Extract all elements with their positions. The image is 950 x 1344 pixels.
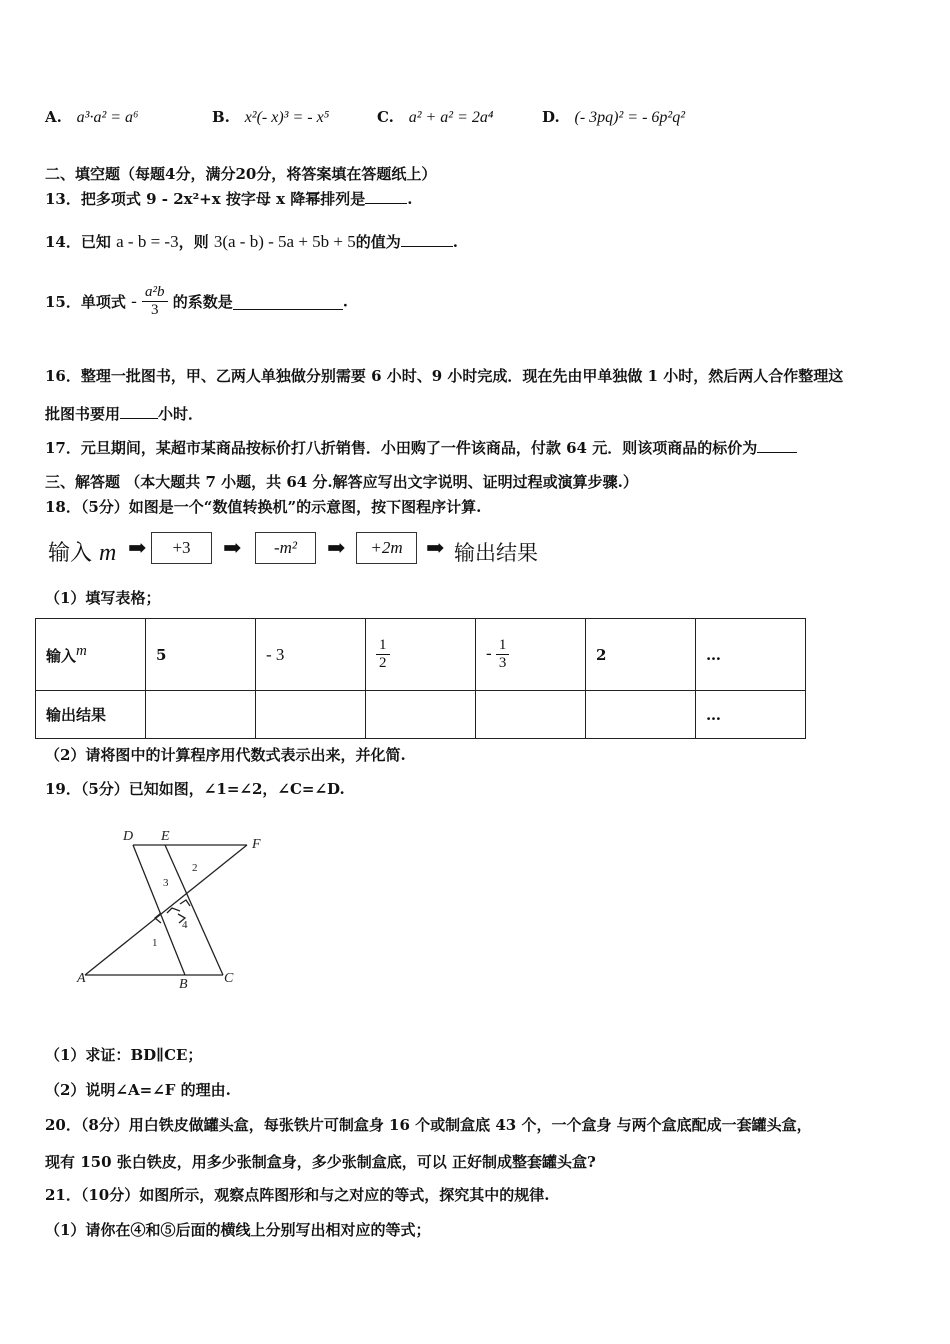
question-16-line2 xyxy=(45,403,203,424)
table-cell-label: 输出结果 xyxy=(36,691,146,739)
question-16-line1: 16．整理一批图书，甲、乙两人单独做分别需要 6 小时、9 小时完成．现在先由甲单独做 1 小时，然后两人合作整理这 xyxy=(45,367,844,385)
table-cell: … xyxy=(696,691,806,739)
q17-text: 17．元旦期间，某超市某商品按标价打八折销售．小田购了一件该商品，付款 64 元．则该项商品的标价为 xyxy=(45,439,758,457)
input-value-neg-third xyxy=(496,637,510,672)
half-denominator: 2 xyxy=(379,655,387,671)
arrow-right-icon: ➡ xyxy=(128,536,147,561)
table-cell-answer[interactable] xyxy=(586,691,696,739)
flow-box-add3: +3 xyxy=(151,532,212,564)
angle-label-1: 1 xyxy=(152,937,158,949)
label-A: A xyxy=(77,971,86,986)
q15-numerator: a²b xyxy=(142,284,168,302)
third-denominator: 3 xyxy=(498,655,507,671)
question-13 xyxy=(45,188,413,209)
q19-part1: （1）求证：BD∥CE； xyxy=(45,1046,203,1064)
option-c-label: C. xyxy=(377,108,394,126)
q13-blank[interactable] xyxy=(365,188,407,204)
input-value-5: 5 xyxy=(156,645,167,664)
table-cell-answer[interactable] xyxy=(256,691,366,739)
q21-part1: （1）请你在④和⑤后面的横线上分别写出相对应的等式； xyxy=(45,1221,431,1239)
q14-tail: . xyxy=(452,233,458,251)
flow-input-label: 输入 xyxy=(48,541,99,566)
table-row xyxy=(36,691,806,739)
arrow-right-icon: ➡ xyxy=(223,536,242,561)
q14-blank[interactable] xyxy=(401,231,453,247)
q15-prefix: 15．单项式 xyxy=(45,293,126,311)
table-cell-answer[interactable] xyxy=(146,691,256,739)
label-E: E xyxy=(161,829,170,844)
q15-fraction xyxy=(142,284,168,319)
table-cell xyxy=(696,619,806,691)
table-row xyxy=(36,619,806,691)
flow-input xyxy=(48,536,116,567)
question-14 xyxy=(45,231,458,252)
flow-box-plus-2m: +2m xyxy=(356,532,417,564)
input-ellipsis: … xyxy=(706,645,721,664)
option-b-label: B. xyxy=(212,108,230,126)
arrow-right-icon: ➡ xyxy=(327,536,346,561)
option-a xyxy=(45,108,139,127)
q14-prefix: 14．已知 xyxy=(45,233,111,251)
angle-mark xyxy=(180,900,190,906)
q14-suffix: 的值为 xyxy=(355,233,401,251)
half-numerator: 1 xyxy=(376,637,390,655)
q15-suffix: 的系数是 xyxy=(172,293,233,311)
question-21: 21．（10分）如图所示，观察点阵图形和与之对应的等式，探究其中的规律. xyxy=(45,1186,550,1204)
table-cell-label xyxy=(36,619,146,691)
flow-output: 输出结果 xyxy=(454,541,538,565)
q15-denominator: 3 xyxy=(151,302,159,318)
q13-text: 13．把多项式 9 - 2x²+x 按字母 x 降幂排列是 xyxy=(45,190,366,208)
option-a-expr: a³·a² = a⁶ xyxy=(76,109,139,126)
table-cell xyxy=(476,619,586,691)
q13-tail: . xyxy=(407,190,413,208)
row1-var: m xyxy=(76,643,87,659)
option-c-expr: a² + a² = 2a⁴ xyxy=(408,109,494,126)
table-cell-answer[interactable] xyxy=(366,691,476,739)
q15-blank[interactable] xyxy=(233,294,343,310)
option-b xyxy=(212,108,329,127)
option-a-label: A. xyxy=(45,108,62,126)
option-d-expr: (- 3pq)² = - 6p²q² xyxy=(574,109,685,126)
q16-blank[interactable] xyxy=(120,403,158,419)
third-numerator: 1 xyxy=(496,637,510,655)
angle-mark xyxy=(167,908,180,913)
question-19: 19．（5分）已知如图，∠1=∠2，∠C=∠D. xyxy=(45,780,345,798)
q18-part1: （1）填写表格； xyxy=(45,589,161,607)
section-3-heading: 三、解答题 （本大题共 7 小题，共 64 分.解答应写出文字说明、证明过程或演算步骤.） xyxy=(45,473,638,491)
table-cell xyxy=(586,619,696,691)
question-15 xyxy=(45,284,348,319)
angle-mark xyxy=(155,913,161,923)
label-C: C xyxy=(224,971,234,986)
question-20-line1: 20．（8分）用白铁皮做罐头盒，每张铁片可制盒身 16 个或制盒底 43 个，一个盒身 与两个盒底配成一套罐头盒， xyxy=(45,1116,812,1134)
q18-part2: （2）请将图中的计算程序用代数式表示出来，并化简. xyxy=(45,746,406,764)
table-cell xyxy=(146,619,256,691)
option-b-expr: x²(- x)³ = - x⁵ xyxy=(244,109,330,126)
table-cell xyxy=(256,619,366,691)
question-20-line2: 现有 150 张白铁皮，用多少张制盒身，多少张制盒底，可以 正好制成整套罐头盒? xyxy=(45,1153,596,1171)
row1-label: 输入 xyxy=(46,647,77,665)
angle-label-3: 3 xyxy=(163,877,169,889)
option-d-label: D. xyxy=(542,108,560,126)
label-B: B xyxy=(179,977,188,992)
angle-label-4: 4 xyxy=(182,919,188,931)
arrow-right-icon: ➡ xyxy=(426,536,445,561)
q18-table xyxy=(35,618,806,739)
line-af xyxy=(85,845,247,975)
flow-input-var: m xyxy=(99,540,117,566)
section-2-heading: 二、填空题（每题4分，满分20分，将答案填在答题纸上） xyxy=(45,165,437,183)
q14-mid: ，则 xyxy=(178,233,209,251)
neg-third-minus: - xyxy=(486,643,496,663)
label-F: F xyxy=(252,837,261,852)
question-18: 18．（5分）如图是一个“数值转换机”的示意图，按下图程序计算. xyxy=(45,498,482,516)
q15-tail: . xyxy=(342,292,348,311)
q16-text-a: 批图书要用 xyxy=(45,405,121,423)
input-value-half xyxy=(376,637,390,672)
input-value-2: 2 xyxy=(596,645,607,664)
q17-blank[interactable] xyxy=(757,437,797,453)
geometry-figure xyxy=(75,820,285,995)
q16-text-b: 小时． xyxy=(158,405,204,423)
q19-part2: （2）说明∠A=∠F 的理由. xyxy=(45,1081,231,1099)
q14-expression: 3(a - b) - 5a + 5b + 5 xyxy=(213,232,356,251)
table-cell xyxy=(366,619,476,691)
q15-minus: - xyxy=(131,291,137,311)
label-D: D xyxy=(123,829,134,844)
question-17 xyxy=(45,437,797,458)
table-cell-answer[interactable] xyxy=(476,691,586,739)
input-value-neg3: - 3 xyxy=(266,644,285,664)
option-d xyxy=(542,108,685,127)
angle-label-2: 2 xyxy=(192,862,198,874)
option-c xyxy=(377,108,493,127)
q14-condition: a - b = -3 xyxy=(116,232,179,251)
flow-box-minus-m2: -m² xyxy=(255,532,316,564)
